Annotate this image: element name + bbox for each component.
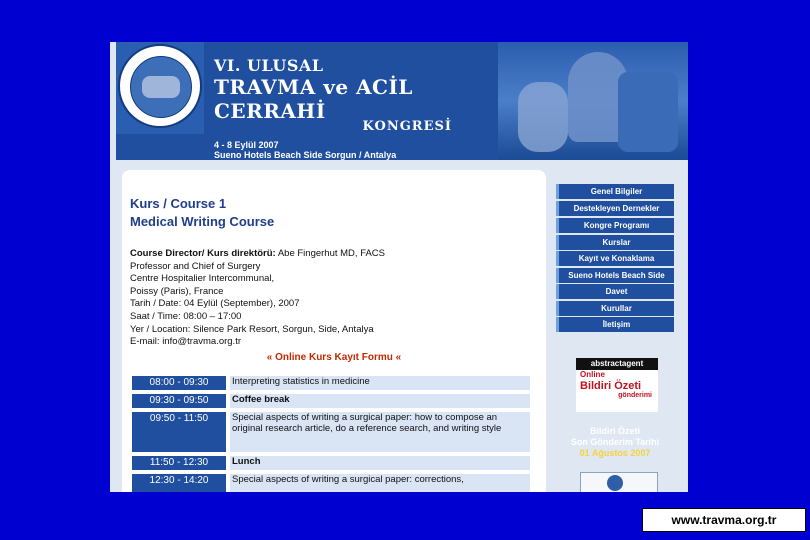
congress-line1: VI. ULUSAL <box>214 56 324 75</box>
main-content <box>122 170 546 492</box>
deadline-line2: Son Gönderim Tarihi <box>570 437 660 447</box>
course-subtitle: Medical Writing Course <box>130 214 275 229</box>
nav-item-kurslar[interactable]: Kurslar <box>556 235 674 250</box>
schedule-time: 09:30 - 09:50 <box>132 394 226 408</box>
schedule-time: 08:00 - 09:30 <box>132 376 226 390</box>
nav-item-kurullar[interactable]: Kurullar <box>556 301 674 316</box>
schedule-time: 11:50 - 12:30 <box>132 456 226 470</box>
bottom-banner[interactable] <box>580 472 658 492</box>
table-row <box>132 412 532 452</box>
nav-item-destekleyen-dernekler[interactable]: Destekleyen Dernekler <box>556 201 674 216</box>
abstract-submission-banner[interactable] <box>576 358 658 412</box>
logo-area <box>116 42 204 134</box>
congress-dates: 4 - 8 Eylül 2007 <box>214 140 279 150</box>
table-row <box>132 394 532 408</box>
course-time: Saat / Time: 08:00 – 17:00 <box>130 310 242 322</box>
schedule-desc: Special aspects of writing a surgical paper: corrections, <box>230 474 530 492</box>
table-row <box>132 376 532 390</box>
deadline-date: 01 Ağustos 2007 <box>579 448 651 458</box>
header-photo <box>498 42 688 160</box>
course-info <box>130 248 540 349</box>
congress-logo[interactable] <box>118 44 202 128</box>
deadline-line1: Bildiri Özeti <box>589 426 640 436</box>
congress-line3: KONGRESİ <box>362 119 452 134</box>
website-screenshot <box>110 42 688 492</box>
nav-item-sueno-hotels[interactable]: Sueno Hotels Beach Side <box>556 268 674 283</box>
photo-shape <box>618 72 678 152</box>
table-row <box>132 456 532 470</box>
course-date: Tarih / Date: 04 Eylül (September), 2007 <box>130 298 300 310</box>
congress-line2: TRAVMA ve ACİL CERRAHİ <box>214 75 413 123</box>
table-row <box>132 474 532 492</box>
schedule-desc: Coffee break <box>230 394 530 408</box>
cd-icon <box>607 475 623 491</box>
schedule-time: 12:30 - 14:20 <box>132 474 226 492</box>
ad-brand: abstractagent <box>576 358 658 370</box>
course-title: Kurs / Course 1 <box>130 196 227 211</box>
director-title: Professor and Chief of Surgery <box>130 260 261 272</box>
registration-form-link[interactable]: « Online Kurs Kayıt Formu « <box>266 352 402 363</box>
course-venue: Yer / Location: Silence Park Resort, Sorgun, Side, Antalya <box>130 323 374 335</box>
schedule-desc: Lunch <box>230 456 530 470</box>
congress-location: Sueno Hotels Beach Side Sorgun / Antalya <box>214 150 397 160</box>
abstract-deadline <box>550 426 680 459</box>
header-banner <box>116 42 688 160</box>
schedule-desc: Special aspects of writing a surgical paper: how to compose an original research article, do a reference search, and writing style <box>230 412 530 452</box>
nav-item-kayit-konaklama[interactable]: Kayıt ve Konaklama <box>556 251 674 266</box>
nav-item-iletisim[interactable]: İletişim <box>556 317 674 332</box>
schedule-time: 09:50 - 11:50 <box>132 412 226 452</box>
director-name: Abe Fingerhut MD, FACS <box>277 248 386 259</box>
logo-mark-icon <box>142 76 180 98</box>
director-institution: Centre Hospitalier Intercommunal, <box>130 273 275 285</box>
nav-item-genel-bilgiler[interactable]: Genel Bilgiler <box>556 184 674 199</box>
ad-line1: Online <box>580 370 605 379</box>
director-label: Course Director/ Kurs direktörü: <box>130 248 276 259</box>
ad-line3: gönderimi <box>618 392 652 399</box>
director-city: Poissy (Paris), France <box>130 285 224 297</box>
ad-line2: Bildiri Özeti <box>580 380 642 392</box>
congress-title <box>214 56 484 160</box>
schedule-desc: Interpreting statistics in medicine <box>230 376 530 390</box>
photo-shape <box>518 82 568 152</box>
nav-item-kongre-programi[interactable]: Kongre Programı <box>556 218 674 233</box>
url-label[interactable]: www.travma.org.tr <box>642 508 806 532</box>
nav-item-davet[interactable]: Davet <box>556 284 674 299</box>
course-email[interactable]: E-mail: info@travma.org.tr <box>130 336 242 348</box>
